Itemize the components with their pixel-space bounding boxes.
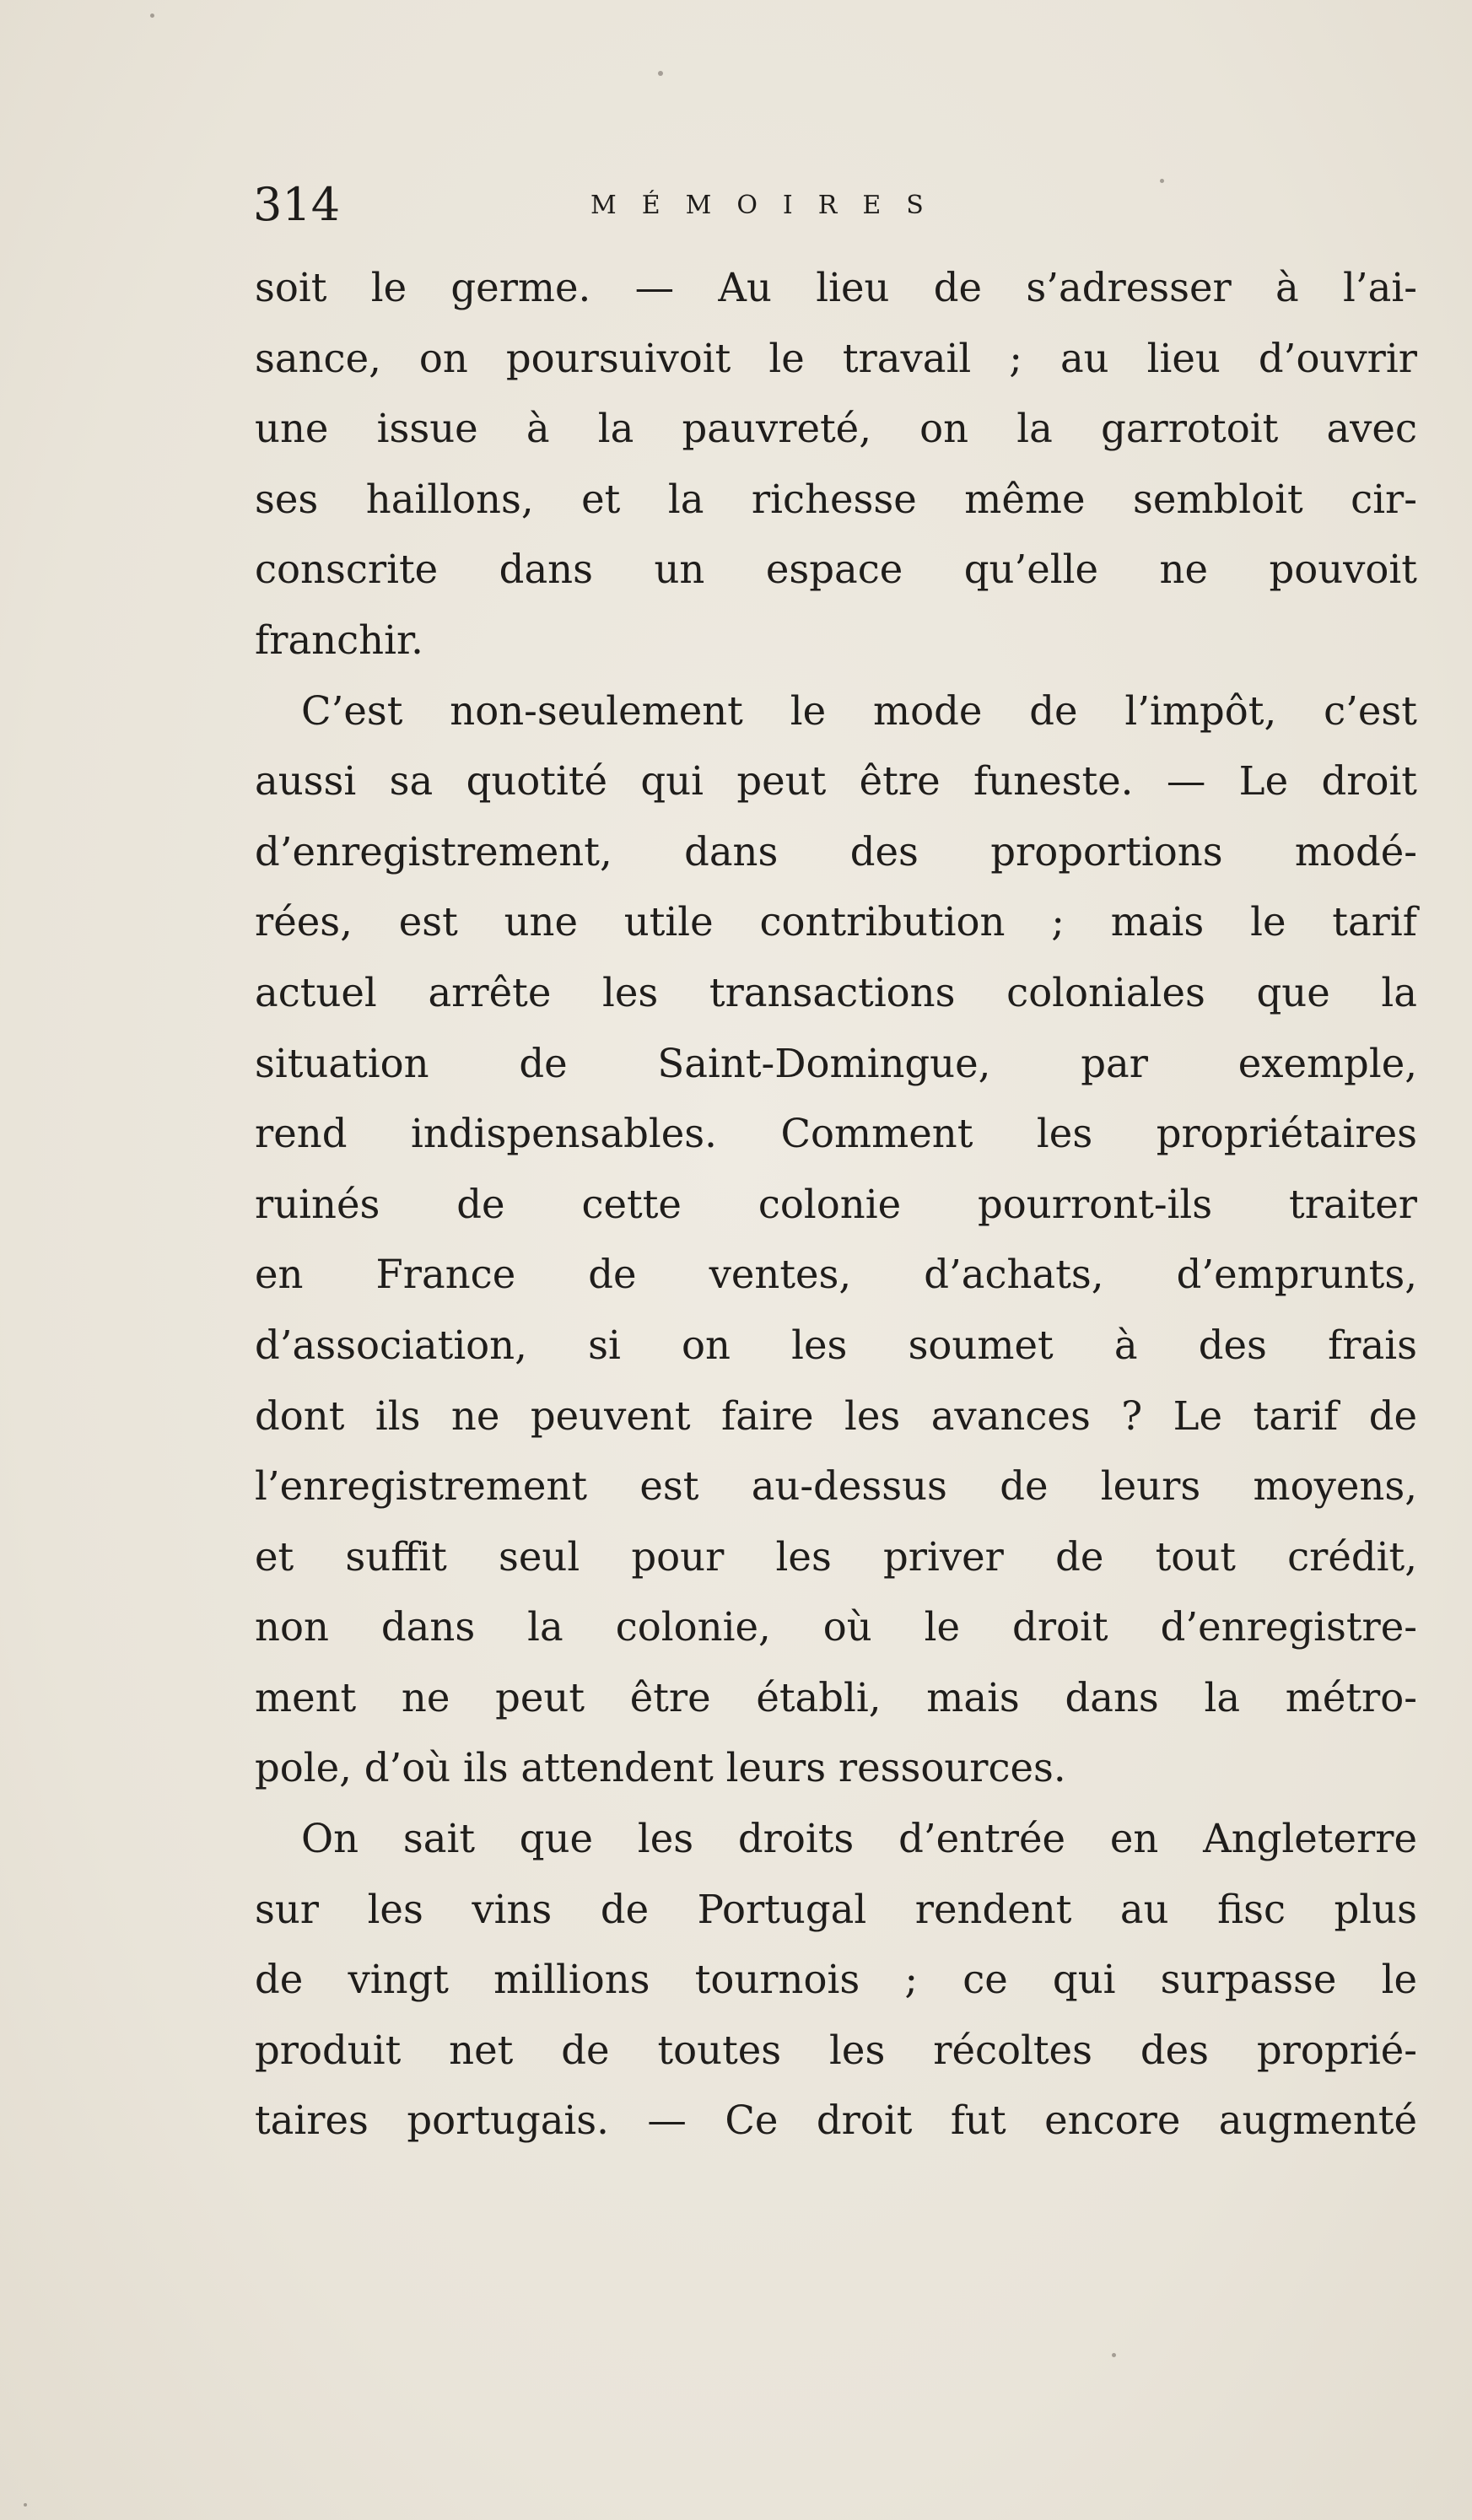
text-line: soit le germe. — Au lieu de s’adresser à l’ai- <box>255 265 1417 310</box>
text-line: de vingt millions tournois ; ce qui surpasse le <box>255 1957 1417 2003</box>
text-line: d’enregistrement, dans des proportions modé- <box>255 828 1417 875</box>
text-line: rend indispensables. Comment les propriétaires <box>255 1111 1417 1157</box>
text-line: l’enregistrement est au-dessus de leurs moyens, <box>255 1463 1417 1510</box>
text-line: situation de Saint-Domingue, par exemple, <box>255 1040 1417 1086</box>
text-line: franchir. <box>255 617 423 663</box>
text-line: sur les vins de Portugal rendent au fisc plus <box>255 1886 1417 1932</box>
text-line: en France de ventes, d’achats, d’emprunts, <box>255 1252 1417 1298</box>
text-line: rées, est une utile contribution ; mais le tarif <box>255 899 1417 945</box>
text-line: taires portugais. — Ce droit fut encore augmenté <box>255 2097 1417 2144</box>
text-line: pole, d’où ils attendent leurs ressources. <box>255 1745 1066 1791</box>
text-line: ruinés de cette colonie pourront-ils traiter <box>255 1181 1417 1227</box>
text-line: sance, on poursuivoit le travail ; au lieu d’ouvrir <box>255 335 1417 381</box>
text-line: une issue à la pauvreté, on la garrotoit avec <box>255 406 1417 452</box>
text-line: actuel arrête les transactions coloniales que la <box>255 969 1417 1015</box>
page-header <box>253 175 1417 234</box>
paper-speck <box>24 2503 27 2507</box>
text-line: produit net de toutes les récoltes des proprié- <box>255 2027 1417 2073</box>
page-number: 314 <box>253 178 341 231</box>
text-line: conscrite dans un espace qu’elle ne pouvoit <box>255 547 1417 593</box>
text-line: ses haillons, et la richesse même sembloit cir- <box>255 476 1417 522</box>
text-line: ment ne peut être établi, mais dans la métro- <box>255 1674 1417 1720</box>
text-line: On sait que les droits d’entrée en Angleterre <box>301 1816 1417 1862</box>
paper-speck <box>658 71 663 76</box>
body-text <box>255 253 1417 2157</box>
text-line: et suffit seul pour les priver de tout crédit, <box>255 1533 1417 1580</box>
paper-speck <box>1112 2353 1116 2357</box>
text-line: d’association, si on les soumet à des frais <box>255 1322 1417 1368</box>
text-line: non dans la colonie, où le droit d’enregistre- <box>255 1604 1417 1650</box>
text-line: dont ils ne peuvent faire les avances ? Le tarif de <box>255 1392 1417 1439</box>
running-title: MÉMOIRES <box>590 191 949 220</box>
text-line: C’est non-seulement le mode de l’impôt, c’est <box>301 687 1417 734</box>
paper-speck <box>150 13 154 18</box>
text-line: aussi sa quotité qui peut être funeste. — Le droit <box>255 758 1417 805</box>
